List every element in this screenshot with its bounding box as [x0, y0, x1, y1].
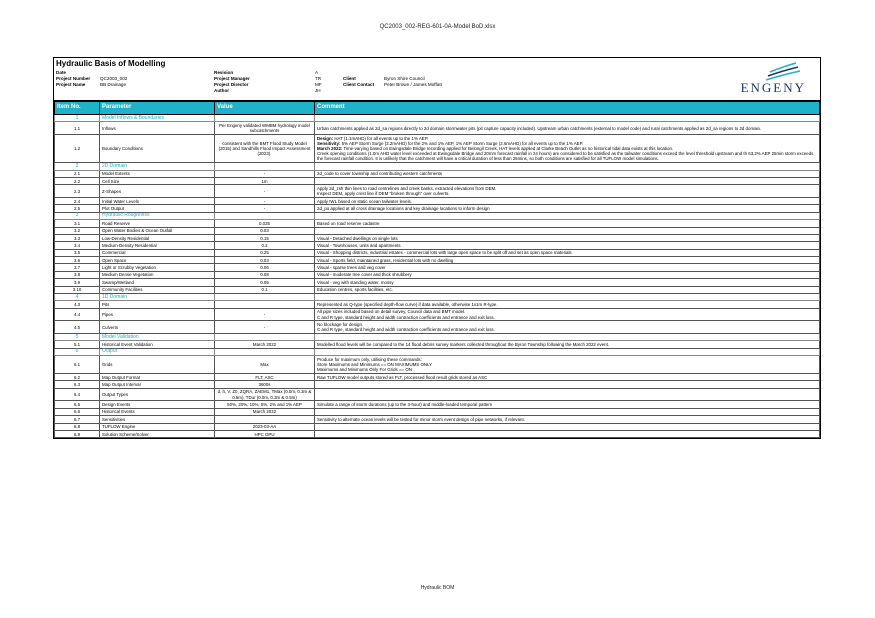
- comment-cell: Visual - moderate tree cover and thick shrubbery: [315, 271, 820, 278]
- comment-cell: 2d_po applied at all cross drainage locations and key drainage locations to inform design: [315, 205, 820, 212]
- comment-line: C and R type, standard height and width contraction coefficients and entrance and exit loss.: [317, 327, 495, 333]
- comment-cell: [315, 356, 820, 374]
- value-cell: FLT, ASC: [215, 373, 315, 380]
- table-row: [55, 341, 820, 348]
- comment-cell: Visual - veg with standing water, mossy: [315, 279, 820, 286]
- table-row: [55, 423, 820, 430]
- label-project-number: Project Number: [56, 76, 91, 81]
- sheet-header: [54, 58, 820, 101]
- item-number-cell: 6.5: [55, 401, 100, 408]
- value-cell: consistent with the BMT Flood Study Model (2015) and Sandhills Flood Impact Assessment (2023).: [215, 134, 315, 162]
- section-title: Hydraulic Roughness: [100, 212, 215, 219]
- comment-cell: [315, 423, 820, 430]
- value-revision: A: [315, 70, 319, 75]
- parameter-cell: Culverts: [100, 321, 215, 334]
- parameter-cell: Cell Size: [100, 177, 215, 184]
- meta-values-left: [100, 70, 127, 88]
- parameter-cell: Medium-Density Residential: [100, 242, 215, 249]
- item-number-cell: 3.9: [55, 279, 100, 286]
- section-row: [55, 348, 820, 355]
- label-client-contact: Client Contact: [343, 82, 375, 87]
- comment-cell: Raw TUFLOW model outputs stored as FLT, processed flood result grids stored as ASC: [315, 373, 820, 380]
- comment-cell: [315, 321, 820, 334]
- value-cell: 0.025: [215, 220, 315, 227]
- comment-cell: Visual - Detached dwellings on single lots: [315, 234, 820, 241]
- section-empty-cell: [215, 348, 315, 355]
- table-row: [55, 234, 820, 241]
- section-empty-cell: [315, 163, 820, 170]
- comment-line-text: HAT (1.1mAHD) for all events up to the 1% AEP.: [333, 135, 429, 141]
- parameter-cell: Boundary Conditions: [100, 134, 215, 162]
- parameter-cell: Design Events: [100, 401, 215, 408]
- item-number-cell: 3.1: [55, 220, 100, 227]
- value-cell: d, h, V, Z0, ZQRA, ZAEM1, TMax (0.0m, 0.3m & 0.5m), TDur (0.0m, 0.3m & 0.5m): [215, 388, 315, 401]
- value-project-number: QC2003_002: [100, 76, 128, 81]
- comment-cell: [315, 227, 820, 234]
- item-number-cell: 2.1: [55, 170, 100, 177]
- section-empty-cell: [315, 212, 820, 219]
- column-header-comment: Comment: [315, 102, 820, 115]
- parameter-cell: Historical Event Validation: [100, 341, 215, 348]
- section-number: 1: [55, 115, 100, 122]
- comment-line: Inspect DEM, apply crest line if DEM "broken through" over culverts.: [317, 191, 450, 197]
- label-project-director: Project Director: [214, 82, 249, 87]
- item-number-cell: 6.9: [55, 430, 100, 437]
- item-number-cell: 2.3: [55, 185, 100, 198]
- table-row: [55, 177, 820, 184]
- item-number-cell: 3.10: [55, 286, 100, 293]
- label-revision: Revision: [214, 70, 234, 75]
- sheet-title: Hydraulic Basis of Modelling: [56, 59, 166, 68]
- value-cell: -: [215, 321, 315, 334]
- table-row: [55, 373, 820, 380]
- value-cell: 0.15: [215, 234, 315, 241]
- label-project-name: Project Name: [56, 82, 86, 87]
- comment-line: C and R type, standard height and width contraction coefficients and entrance and exit loss.: [317, 314, 495, 320]
- value-cell: 2023-03-AA: [215, 423, 315, 430]
- value-cell: 50%, 20%, 10%, 5%, 2% and 1% AEP: [215, 401, 315, 408]
- comment-cell: [315, 430, 820, 437]
- value-cell: March 2022: [215, 408, 315, 415]
- parameter-cell: Inflows: [100, 122, 215, 135]
- parameter-cell: Swamp/Wetland: [100, 279, 215, 286]
- item-number-cell: 6.6: [55, 408, 100, 415]
- parameter-cell: Low-Density Residential: [100, 234, 215, 241]
- comment-line: Apply 2d_zsh thin lines to road centrelines and creek banks, extracted elevations from DEM.: [317, 185, 497, 191]
- value-cell: 0.03: [215, 257, 315, 264]
- item-number-cell: 3.6: [55, 257, 100, 264]
- section-title: Model Validation: [100, 334, 215, 341]
- value-cell: 0.25: [215, 249, 315, 256]
- section-row: [55, 115, 820, 122]
- meta-labels-client: [343, 76, 374, 88]
- section-number: 5: [55, 334, 100, 341]
- comment-cell: [315, 185, 820, 198]
- meta-labels-left: [56, 70, 90, 88]
- page-footer: Hydraulic BOM: [420, 585, 455, 591]
- table-row: [55, 408, 820, 415]
- parameter-cell: Z-Shapes: [100, 185, 215, 198]
- comment-cell: [315, 308, 820, 321]
- item-number-cell: 6.8: [55, 423, 100, 430]
- parameter-cell: Pits: [100, 301, 215, 308]
- parameter-cell: Initial Water Levels: [100, 197, 215, 204]
- parameter-cell: Open Space: [100, 257, 215, 264]
- section-title: Model Inflows & Boundaries: [100, 115, 215, 122]
- parameter-cell: Map Output Interval: [100, 381, 215, 388]
- comment-cell: Based on road reserve cadastre: [315, 220, 820, 227]
- parameter-cell: TUFLOW Engine: [100, 423, 215, 430]
- table-row: [55, 356, 820, 374]
- section-number: 3: [55, 212, 100, 219]
- table-row: [55, 227, 820, 234]
- item-number-cell: 1.2: [55, 134, 100, 162]
- comment-line-text: Time-varying based on Ewingsdale Bridge recording applied for Belongil Creek, HAT levels applied at Clarke Beach Outlet as no historical tidal data exists at this location.: [342, 145, 674, 151]
- parameter-cell: Grids: [100, 356, 215, 374]
- value-cell: 0.1: [215, 286, 315, 293]
- section-empty-cell: [215, 115, 315, 122]
- value-cell: [215, 301, 315, 308]
- value-cell: 0.03: [215, 227, 315, 234]
- section-empty-cell: [215, 212, 315, 219]
- item-number-cell: 3.8: [55, 271, 100, 278]
- table-row: [55, 321, 820, 334]
- parameter-cell: Open Water Bodies & Ocean Outfall: [100, 227, 215, 234]
- table-row: [55, 185, 820, 198]
- item-number-cell: 3.2: [55, 227, 100, 234]
- item-number-cell: 4.5: [55, 321, 100, 334]
- comment-line: Produce for maximum only, utilising these commands:: [317, 356, 422, 362]
- comment-line-label: Sensitivity:: [317, 140, 341, 146]
- table-row: [55, 220, 820, 227]
- parameter-cell: Solution Scheme/Solver: [100, 430, 215, 437]
- comment-cell: Modelled flood levels will be compared to the 14 flood debris survey markers collected throughout the Byron Township following the March 2022 event.: [315, 341, 820, 348]
- section-empty-cell: [315, 115, 820, 122]
- table-row: [55, 279, 820, 286]
- section-empty-cell: [315, 348, 820, 355]
- value-author: JH: [315, 88, 321, 93]
- basis-of-modelling-sheet: [53, 57, 821, 439]
- item-number-cell: 1.1: [55, 122, 100, 135]
- item-number-cell: 4.4: [55, 308, 100, 321]
- item-number-cell: 2.5: [55, 205, 100, 212]
- item-number-cell: 6.2: [55, 373, 100, 380]
- value-cell: March 2022: [215, 341, 315, 348]
- meta-values-client: [384, 76, 442, 88]
- comment-line: All pipe sizes included based on detail survey, Council data and BMT model.: [317, 309, 466, 315]
- parameter-cell: Pipes: [100, 308, 215, 321]
- value-cell: 0.06: [215, 264, 315, 271]
- value-cell: -: [215, 170, 315, 177]
- comment-cell: Visual - Townhouses, units and apartments: [315, 242, 820, 249]
- value-cell: -: [215, 308, 315, 321]
- table-row: [55, 381, 820, 388]
- section-row: [55, 294, 820, 301]
- comment-line-label: March 2022:: [317, 145, 343, 151]
- table-body: [55, 115, 820, 438]
- engeny-logo: [736, 62, 806, 96]
- value-project-manager: TR: [315, 76, 322, 81]
- comment-cell: Visual - sparse trees and veg cover: [315, 264, 820, 271]
- table-row: [55, 401, 820, 408]
- value-client: Byron Shire Council: [384, 76, 425, 81]
- item-number-cell: 6.7: [55, 416, 100, 423]
- item-number-cell: 3.4: [55, 242, 100, 249]
- value-cell: [215, 416, 315, 423]
- table-row: [55, 242, 820, 249]
- comment-cell: Education centres, sports facilities, etc.: [315, 286, 820, 293]
- table-header-row: [55, 102, 820, 115]
- value-cell: 0.08: [215, 271, 315, 278]
- section-row: [55, 334, 820, 341]
- parameter-cell: Map Output Format: [100, 373, 215, 380]
- parameter-cell: Sensitivities: [100, 416, 215, 423]
- comment-cell: Apply IWL based on static ocean tailwater levels.: [315, 197, 820, 204]
- comment-cell: [315, 381, 820, 388]
- table-row: [55, 122, 820, 135]
- item-number-cell: 6.1: [55, 356, 100, 374]
- table-row: [55, 286, 820, 293]
- parameter-cell: Model Extents: [100, 170, 215, 177]
- comment-cell: Sensitivity to alternate ocean levels will be tested for minor storm event design of pipe networks, if relevant.: [315, 416, 820, 423]
- value-cell: Max: [215, 356, 315, 374]
- section-title: Output: [100, 348, 215, 355]
- item-number-cell: 4.3: [55, 301, 100, 308]
- table-row: [55, 249, 820, 256]
- comment-cell: [315, 388, 820, 401]
- logo-wave-icon: [736, 62, 806, 82]
- table-row: [55, 416, 820, 423]
- section-row: [55, 163, 820, 170]
- value-project-name: BB Drainage: [100, 82, 127, 87]
- value-cell: -: [215, 197, 315, 204]
- section-title: 2D Domain: [100, 163, 215, 170]
- value-cell: 0.05: [215, 279, 315, 286]
- comment-cell: Visual - Shopping districts, industrial estates - commercial lots with large open space to be split off and set as open space materials: [315, 249, 820, 256]
- label-author: Author: [214, 88, 230, 93]
- table-row: [55, 264, 820, 271]
- comment-cell: 2d_code to cover township and contributing western catchments: [315, 170, 820, 177]
- value-project-director: MF: [315, 82, 322, 87]
- parameter-cell: Community Facilities: [100, 286, 215, 293]
- comment-line: No blockage for design.: [317, 322, 364, 327]
- comment-cell: Urban catchments applied as 2d_sa regions directly to 2d domain stormwater pits (pit capture capacity included). Upstream urban catchments (external to model code) and rural catchments applied as 2d_sa regions to 2d domain.: [315, 122, 820, 135]
- table-row: [55, 170, 820, 177]
- parameter-cell: Commercial: [100, 249, 215, 256]
- section-empty-cell: [215, 334, 315, 341]
- value-client-contact: Peter Brown / James Moffatt: [384, 82, 442, 87]
- comment-cell: Represented as Q-type (specified depth-flow curve) if data available, otherwise 1x1m R-type.: [315, 301, 820, 308]
- parameter-cell: Output Types: [100, 388, 215, 401]
- label-date: Date: [56, 70, 66, 75]
- parameter-cell: Historical Events: [100, 408, 215, 415]
- label-project-manager: Project Manager: [214, 76, 250, 81]
- comment-line: [317, 151, 817, 161]
- value-cell: 3600s: [215, 381, 315, 388]
- table-row: [55, 388, 820, 401]
- table-row: [55, 271, 820, 278]
- value-cell: 0.2: [215, 242, 315, 249]
- meta-labels-mid: [214, 70, 250, 94]
- logo-wordmark: ENGENY: [740, 80, 806, 95]
- table-row: [55, 301, 820, 308]
- table-row: [55, 197, 820, 204]
- table-row: [55, 205, 820, 212]
- section-title: 1D Domain: [100, 294, 215, 301]
- comment-line: Maximums and Minimums Only For Grids == ON: [317, 367, 412, 373]
- parameter-cell: Plot Output: [100, 205, 215, 212]
- comment-line-text: Creek opening conditions (1.0m AHD water level exceeded at Ewingsdale Bridge and 20mm forecast rainfall in 24 hours) are considered to be satisfied as the tailwater conditions exceed the level threshold upstream and th 63.2% AEP 25min storm exceeds the forecast rainfall condition. It is unlikely that the catchment will have a critical duration of less than 25mins, so both conditions are satisfied for all TUFLOW model simulations.: [317, 151, 814, 162]
- comment-line-text: 5% AEP Storm Surge (2.2mAHD) for the 2% and 1% AEP, 1% AEP Storm Surge (2.6mAHD) for all events up to the 1% AEP.: [340, 140, 584, 146]
- comment-cell: Visual - Sports field, maintained grass, residential lots with no dwelling: [315, 257, 820, 264]
- section-number: 4: [55, 294, 100, 301]
- item-number-cell: 5.1: [55, 341, 100, 348]
- section-row: [55, 212, 820, 219]
- basis-table: [54, 101, 820, 438]
- comment-cell: Simulate a range of storm durations (up to the 3-hour) and middle-loaded temporal pattern: [315, 401, 820, 408]
- section-number: 2: [55, 163, 100, 170]
- section-empty-cell: [315, 334, 820, 341]
- parameter-cell: Light or Scrubby Vegetation: [100, 264, 215, 271]
- item-number-cell: 3.5: [55, 249, 100, 256]
- value-cell: -: [215, 205, 315, 212]
- item-number-cell: 6.4: [55, 388, 100, 401]
- comment-cell: [315, 134, 820, 162]
- section-empty-cell: [315, 294, 820, 301]
- item-number-cell: 2.2: [55, 177, 100, 184]
- item-number-cell: 6.3: [55, 381, 100, 388]
- parameter-cell: Road Reserve: [100, 220, 215, 227]
- section-empty-cell: [215, 294, 315, 301]
- section-empty-cell: [215, 163, 315, 170]
- table-row: [55, 257, 820, 264]
- table-row: [55, 308, 820, 321]
- item-number-cell: 3.7: [55, 264, 100, 271]
- item-number-cell: 3.3: [55, 234, 100, 241]
- column-header-parameter: Parameter: [100, 102, 215, 115]
- comment-line-label: Design:: [317, 135, 334, 141]
- label-client: Client: [343, 76, 356, 81]
- section-number: 6: [55, 348, 100, 355]
- item-number-cell: 2.4: [55, 197, 100, 204]
- column-header-value: Value: [215, 102, 315, 115]
- value-cell: -: [215, 185, 315, 198]
- value-cell: Per Engeny validated WMBM hydrology model subcatchments: [215, 122, 315, 135]
- parameter-cell: Medium Dense Vegetation: [100, 271, 215, 278]
- value-cell: 1m: [215, 177, 315, 184]
- comment-cell: [315, 408, 820, 415]
- table-row: [55, 134, 820, 162]
- comment-line: Store Maximums and Minimums == ON MAXIMUMS ONLY: [317, 361, 433, 367]
- meta-values-mid: [315, 70, 322, 94]
- value-cell: HPC GPU: [215, 430, 315, 437]
- document-filename: QC2003_002-REG-601-0A-Model BoD.xlsx: [379, 24, 496, 30]
- comment-cell: [315, 177, 820, 184]
- table-row: [55, 430, 820, 437]
- column-header-item: Item No.: [55, 102, 100, 115]
